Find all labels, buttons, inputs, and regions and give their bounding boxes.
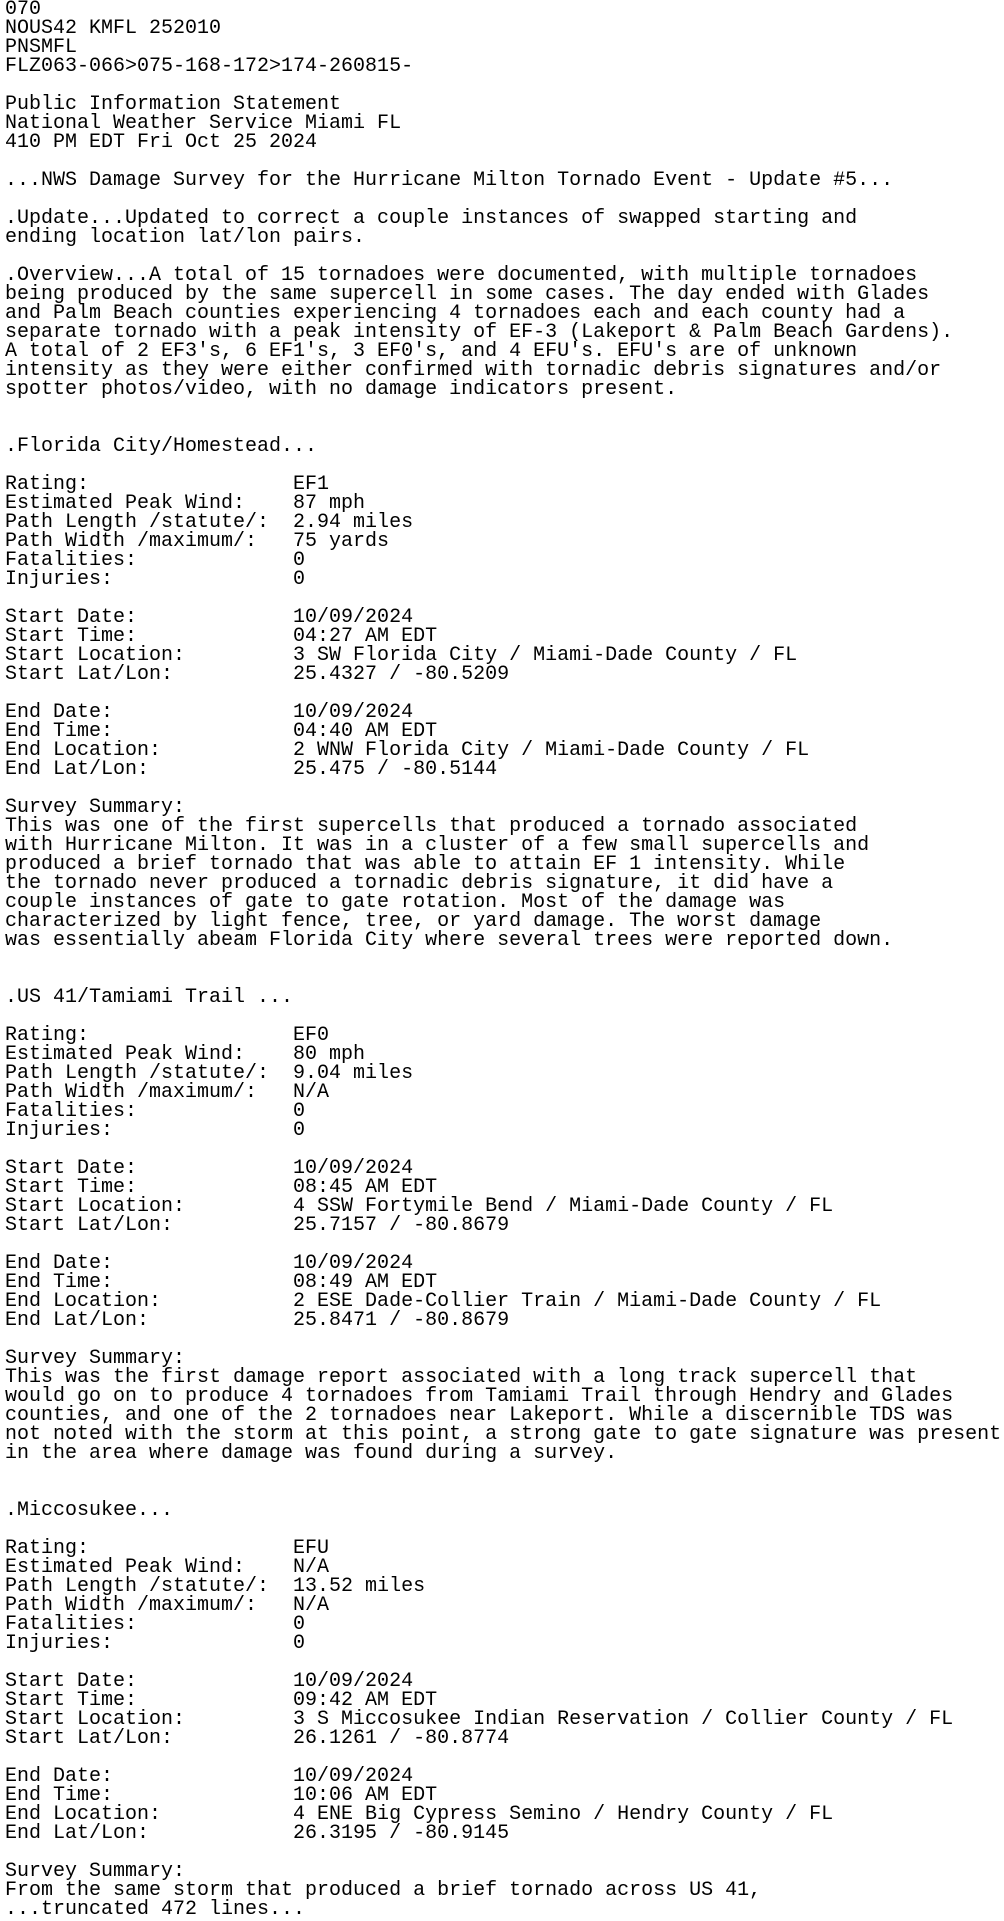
text-line: Path Length /statute/: 2.94 miles	[5, 511, 414, 534]
text-line: End Time: 04:40 AM EDT	[5, 720, 438, 743]
text-line: Path Width /maximum/: N/A	[5, 1594, 330, 1617]
text-line: Injuries: 0	[5, 1119, 306, 1142]
text-line: Injuries: 0	[5, 1632, 306, 1655]
text-line: Start Lat/Lon: 26.1261 / -80.8774	[5, 1727, 510, 1750]
text-line: would go on to produce 4 tornadoes from Tamiami Trail through Hendry and Glades	[5, 1385, 954, 1408]
text-line: Rating: EF0	[5, 1024, 330, 1047]
text-line: Survey Summary:	[5, 1347, 186, 1370]
text-line: End Date: 10/09/2024	[5, 1765, 414, 1788]
text-line: ...truncated 472 lines...	[5, 1898, 306, 1921]
text-line: separate tornado with a peak intensity of EF-3 (Lakeport & Palm Beach Gardens).	[5, 321, 954, 344]
text-line: End Lat/Lon: 25.475 / -80.5144	[5, 758, 498, 781]
text-line: .Miccosukee...	[5, 1499, 174, 1522]
text-line	[5, 950, 1004, 969]
text-line: counties, and one of the 2 tornadoes near Lakeport. While a discernible TDS was	[5, 1404, 954, 1427]
text-line: Start Time: 09:42 AM EDT	[5, 1689, 438, 1712]
text-line: Injuries: 0	[5, 568, 306, 591]
text-line: the tornado never produced a tornadic debris signature, it did have a	[5, 872, 834, 895]
text-line: Path Width /maximum/: N/A	[5, 1081, 330, 1104]
text-line: Fatalities: 0	[5, 1613, 306, 1636]
text-line: 410 PM EDT Fri Oct 25 2024	[5, 131, 318, 154]
text-line: Start Date: 10/09/2024	[5, 1157, 414, 1180]
text-line: .Overview...A total of 15 tornadoes were documented, with multiple tornadoes	[5, 264, 918, 287]
text-line: End Location: 4 ENE Big Cypress Semino / Hendry County / FL	[5, 1803, 834, 1826]
text-line: End Lat/Lon: 25.8471 / -80.8679	[5, 1309, 510, 1332]
text-line: PNSMFL	[5, 36, 78, 59]
text-line: .US 41/Tamiami Trail ...	[5, 986, 294, 1009]
text-line: spotter photos/video, with no damage indicators present.	[5, 378, 678, 401]
text-line: Survey Summary:	[5, 1860, 186, 1883]
text-line: Estimated Peak Wind: 80 mph	[5, 1043, 366, 1066]
text-line: .Florida City/Homestead...	[5, 435, 318, 458]
text-line: characterized by light fence, tree, or yard damage. The worst damage	[5, 910, 822, 933]
text-line: Survey Summary:	[5, 796, 186, 819]
text-line: Path Length /statute/: 9.04 miles	[5, 1062, 414, 1085]
text-line: Start Date: 10/09/2024	[5, 606, 414, 629]
text-line: Fatalities: 0	[5, 549, 306, 572]
text-line: being produced by the same supercell in some cases. The day ended with Glades	[5, 283, 930, 306]
text-line	[5, 399, 1004, 418]
text-line: ...NWS Damage Survey for the Hurricane Milton Tornado Event - Update #5...	[5, 169, 894, 192]
text-line: Estimated Peak Wind: N/A	[5, 1556, 330, 1579]
text-line: couple instances of gate to gate rotation. Most of the damage was	[5, 891, 786, 914]
text-line: This was one of the first supercells that produced a tornado associated	[5, 815, 858, 838]
text-line: in the area where damage was found during a survey.	[5, 1442, 618, 1465]
text-line: Public Information Statement	[5, 93, 342, 116]
text-line: Start Lat/Lon: 25.7157 / -80.8679	[5, 1214, 510, 1237]
text-line: Start Date: 10/09/2024	[5, 1670, 414, 1693]
text-line: Estimated Peak Wind: 87 mph	[5, 492, 366, 515]
text-line	[5, 1463, 1004, 1482]
text-line: A total of 2 EF3's, 6 EF1's, 3 EF0's, and 4 EFU's. EFU's are of unknown	[5, 340, 858, 363]
text-line: Start Time: 04:27 AM EDT	[5, 625, 438, 648]
text-line: 070	[5, 0, 42, 21]
text-line: End Date: 10/09/2024	[5, 701, 414, 724]
text-line: Start Lat/Lon: 25.4327 / -80.5209	[5, 663, 510, 686]
text-line: .Update...Updated to correct a couple instances of swapped starting and	[5, 207, 858, 230]
text-line: End Lat/Lon: 26.3195 / -80.9145	[5, 1822, 510, 1845]
text-line: Rating: EF1	[5, 473, 330, 496]
text-line: End Time: 10:06 AM EDT	[5, 1784, 438, 1807]
text-line: Start Location: 4 SSW Fortymile Bend / Miami-Dade County / FL	[5, 1195, 834, 1218]
text-line: Start Time: 08:45 AM EDT	[5, 1176, 438, 1199]
text-line: Start Location: 3 S Miccosukee Indian Reservation / Collier County / FL	[5, 1708, 954, 1731]
text-line: intensity as they were either confirmed with tornadic debris signatures and/or	[5, 359, 942, 382]
text-line: with Hurricane Milton. It was in a cluster of a few small supercells and	[5, 834, 870, 857]
text-line: was essentially abeam Florida City where several trees were reported down.	[5, 929, 894, 952]
text-line: Rating: EFU	[5, 1537, 330, 1560]
text-line: This was the first damage report associated with a long track supercell that	[5, 1366, 918, 1389]
text-line: ending location lat/lon pairs.	[5, 226, 366, 249]
text-line: produced a brief tornado that was able to attain EF 1 intensity. While	[5, 853, 846, 876]
text-line: NOUS42 KMFL 252010	[5, 17, 222, 40]
text-line: From the same storm that produced a brief tornado across US 41,	[5, 1879, 762, 1902]
text-line: and Palm Beach counties experiencing 4 tornadoes each and each county had a	[5, 302, 906, 325]
text-line: End Time: 08:49 AM EDT	[5, 1271, 438, 1294]
text-line: End Location: 2 WNW Florida City / Miami-Dade County / FL	[5, 739, 810, 762]
text-line: not noted with the storm at this point, a strong gate to gate signature was present	[5, 1423, 1002, 1446]
text-line: End Location: 2 ESE Dade-Collier Train / Miami-Dade County / FL	[5, 1290, 882, 1313]
text-line: National Weather Service Miami FL	[5, 112, 402, 135]
text-line: FLZ063-066>075-168-172>174-260815-	[5, 55, 414, 78]
text-line: Path Length /statute/: 13.52 miles	[5, 1575, 426, 1598]
text-line: Fatalities: 0	[5, 1100, 306, 1123]
text-line: End Date: 10/09/2024	[5, 1252, 414, 1275]
text-line: Start Location: 3 SW Florida City / Miami-Dade County / FL	[5, 644, 798, 667]
text-line: Path Width /maximum/: 75 yards	[5, 530, 390, 553]
